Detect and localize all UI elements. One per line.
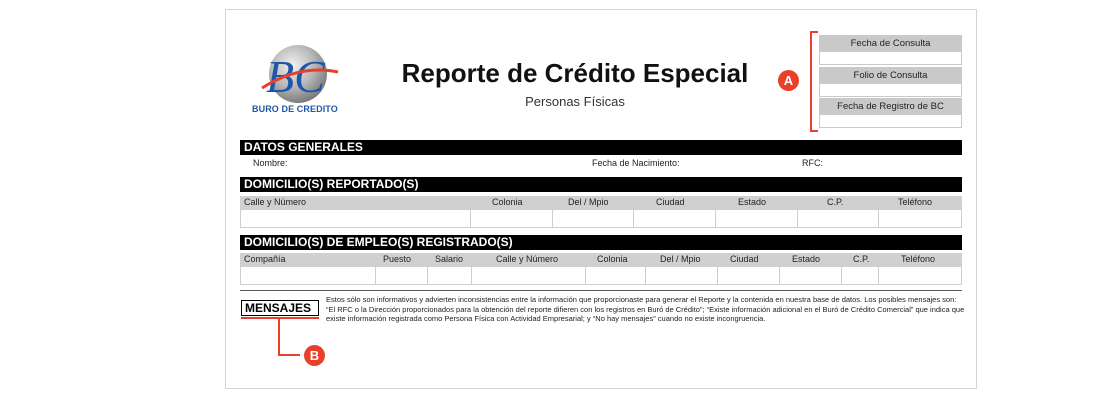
section-mensajes: MENSAJES — [241, 300, 319, 316]
column-header: Calle y Número — [496, 254, 559, 264]
mensajes-text: Estos sólo son informativos y advierten inconsistencias entre la información que proporcionaste para generar el Reporte y la contenida en nuestra base de datos. Los posibles mensajes son: “El RFC o la Dirección proporcionados para la obtención del reporte difieren con los registros en Buró de Crédito”; “Existe información adicional en el Buró de Crédito Comercial” que indica que existe información registrada como Persona Física con Actividad Empresarial; y “No hay mensajes” cuando no existe incongruencia. — [326, 295, 965, 323]
info-box-fecha-consulta — [819, 35, 962, 65]
marker-b: B — [304, 345, 325, 366]
info-value — [819, 52, 962, 65]
column-header: Compañía — [244, 254, 286, 264]
logo-text: BURO DE CREDITO — [252, 104, 338, 114]
section-domicilio: DOMICILIO(S) REPORTADO(S) — [240, 177, 962, 192]
column-header: Ciudad — [730, 254, 759, 264]
column-header: Teléfono — [898, 197, 933, 207]
column-header: Colonia — [492, 197, 523, 207]
column-header: Estado — [792, 254, 821, 264]
page-subtitle: Personas Físicas — [525, 94, 625, 109]
info-label: Fecha de Consulta — [819, 35, 962, 52]
datos-generales-row — [240, 156, 962, 171]
marker-a: A — [778, 70, 799, 91]
info-value — [819, 84, 962, 97]
column-header: Del / Mpio — [568, 197, 609, 207]
info-label: Fecha de Registro de BC — [819, 98, 962, 115]
section-datos-generales: DATOS GENERALES — [240, 140, 962, 155]
bracket-a — [810, 31, 818, 132]
domicilio-column-headers — [240, 196, 962, 209]
column-header: Salario — [435, 254, 464, 264]
column-header: Teléfono — [901, 254, 936, 264]
info-box-fecha-registro — [819, 98, 962, 128]
column-header: Colonia — [597, 254, 628, 264]
empleo-cells — [240, 266, 962, 285]
nombre-label: Nombre: — [253, 158, 288, 168]
domicilio-cells — [240, 209, 962, 228]
bracket-b — [278, 318, 300, 356]
column-header: C.P. — [853, 254, 870, 264]
svg-text:BC: BC — [266, 51, 325, 102]
divider — [240, 290, 962, 291]
nacimiento-label: Fecha de Nacimiento: — [592, 158, 680, 168]
column-header: Ciudad — [656, 197, 685, 207]
info-value — [819, 115, 962, 128]
column-header: Estado — [738, 197, 767, 207]
info-box-folio-consulta — [819, 67, 962, 97]
section-empleo: DOMICILIO(S) DE EMPLEO(S) REGISTRADO(S) — [240, 235, 962, 250]
column-header: Calle y Número — [244, 197, 307, 207]
rfc-label: RFC: — [802, 158, 823, 168]
column-header: Puesto — [383, 254, 412, 264]
column-header: C.P. — [827, 197, 844, 207]
page-title: Reporte de Crédito Especial — [401, 58, 749, 88]
empleo-column-headers — [240, 253, 962, 266]
info-label: Folio de Consulta — [819, 67, 962, 84]
column-header: Del / Mpio — [660, 254, 701, 264]
